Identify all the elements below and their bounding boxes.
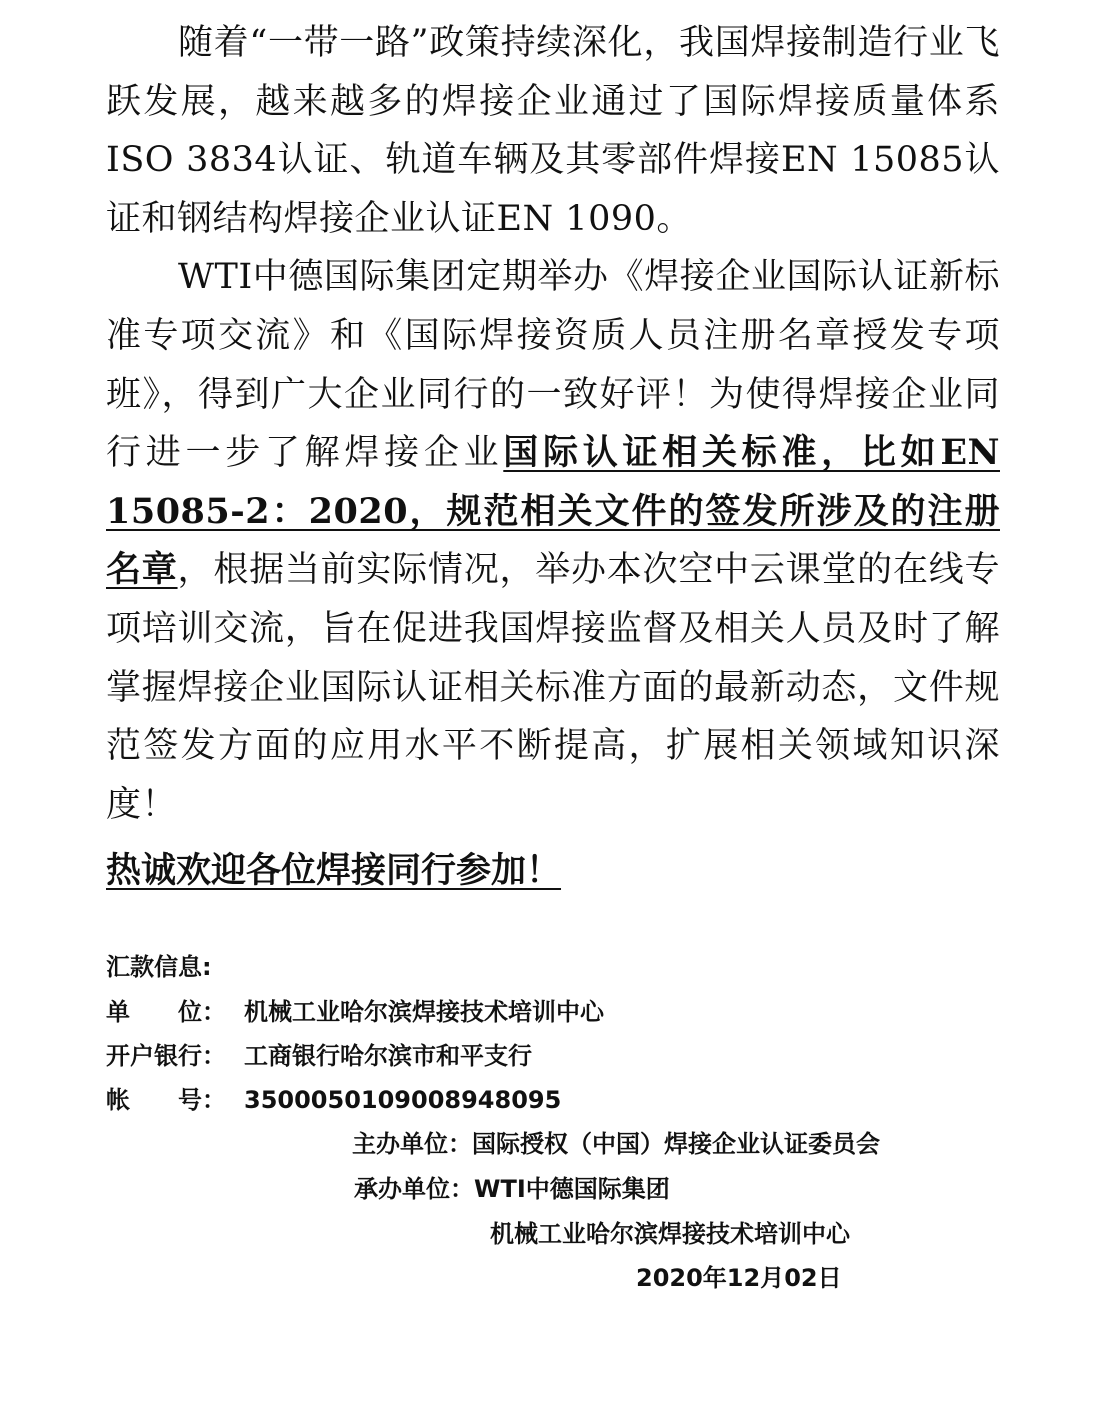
- paragraph-training-emphasis: 国际认证相关标准，比如EN 15085-2：2020，规范相关文件的签发所涉及的注册名章: [106, 432, 1000, 591]
- notice-body: [106, 14, 1000, 834]
- host-organization: 主办单位：国际授权（中国）焊接企业认证委员会: [352, 1130, 880, 1158]
- paragraph-training: [106, 248, 1000, 834]
- remittance-unit: [106, 997, 604, 1027]
- paragraph-training-part2: ，根据当前实际情况，举办本次空中云课堂的在线专项培训交流，旨在促进我国焊接监督及相关人员及时了解掌握焊接企业国际认证相关标准方面的最新动态，文件规范签发方面的应用水平不断提高，扩展相关领域知识深度！: [106, 550, 1000, 825]
- paragraph-intro: 随着“一带一路”政策持续深化，我国焊接制造行业飞跃发展，越来越多的焊接企业通过了国际焊接质量体系ISO 3834认证、轨道车辆及其零部件焊接EN 15085认证和钢结构焊接企业认证EN 1090。: [106, 23, 1000, 239]
- remittance-unit-label: 单 位：: [106, 998, 226, 1026]
- remittance-bank: [106, 1041, 532, 1071]
- issue-date: 2020年12月02日: [636, 1264, 842, 1292]
- paragraph-training-part1: WTI中德国际集团定期举办《焊接企业国际认证新标准专项交流》和《国际焊接资质人员注册名章授发专项班》，得到广大企业同行的一致好评！为使得焊接企业同行进一步了解焊接企业: [106, 257, 1000, 474]
- organizer: 承办单位：WTI中德国际集团: [354, 1175, 670, 1203]
- welcome-line: 热诚欢迎各位焊接同行参加！: [106, 850, 562, 891]
- remittance-unit-value: 机械工业哈尔滨焊接技术培训中心: [244, 998, 604, 1026]
- remittance-bank-value: 工商银行哈尔滨市和平支行: [244, 1042, 532, 1070]
- remittance-account-value: 3500050109008948095: [244, 1086, 562, 1114]
- co-organizer: 机械工业哈尔滨焊接技术培训中心: [490, 1220, 850, 1248]
- remittance-account-label: 帐 号：: [106, 1086, 226, 1114]
- remittance-title: 汇款信息:: [106, 953, 212, 981]
- remittance-account: [106, 1085, 561, 1115]
- remittance-bank-label: 开户银行：: [106, 1042, 226, 1070]
